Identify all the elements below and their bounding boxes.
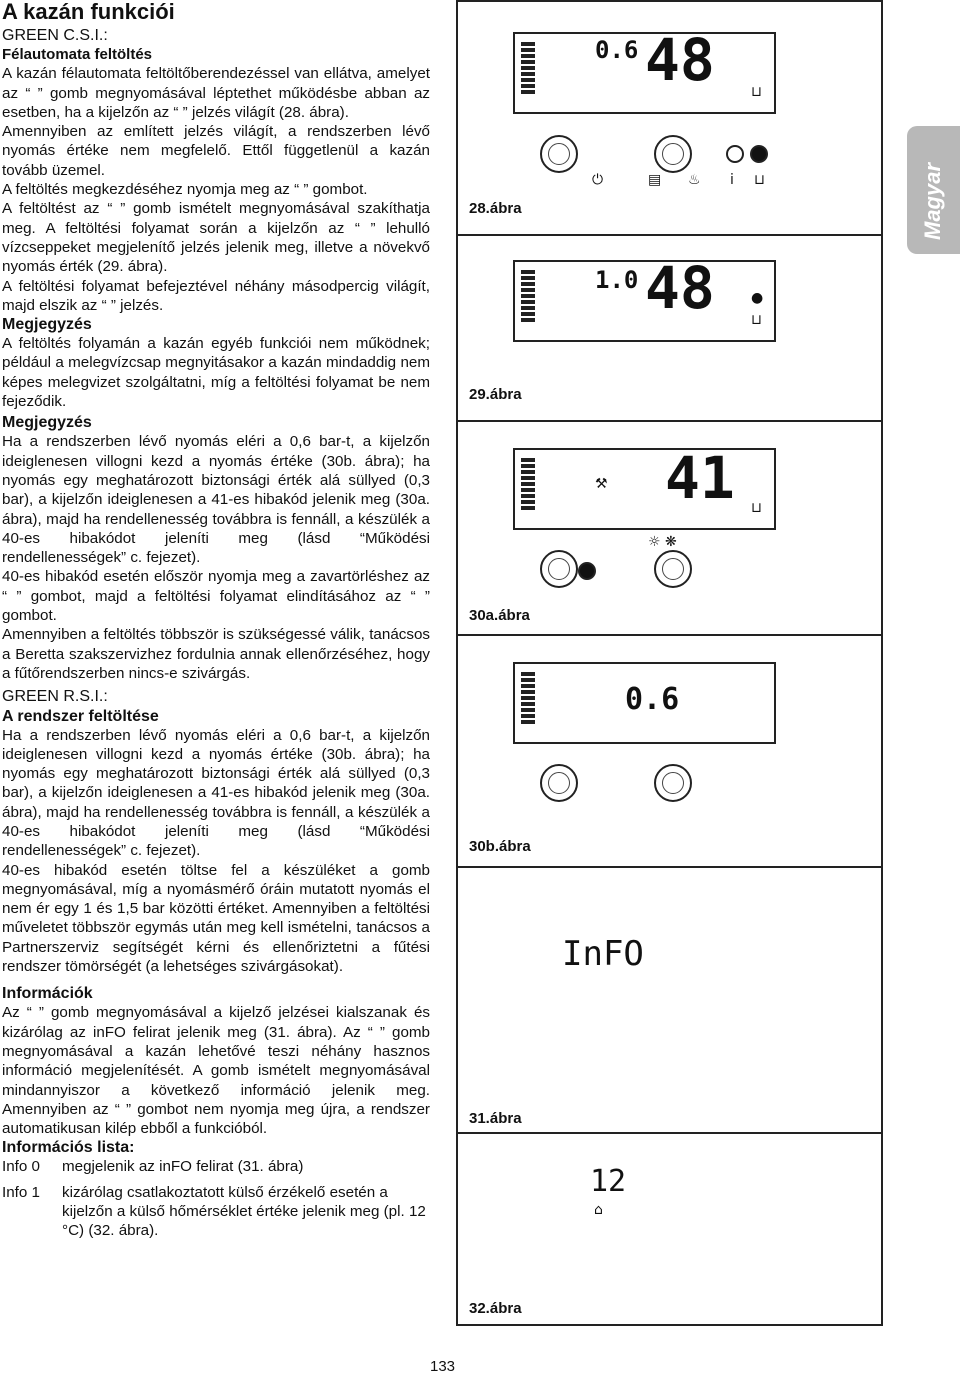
- blinking-pressure-value: 0.6: [625, 682, 680, 717]
- para-1: A kazán félautomata feltöltőberendezéssel van ellátva, amelyet az “ ” gomb megnyomásával léptethet működésbe abban az esetben, ha a kijelzőn az “ ” jelzés világít (28. ábra).: [2, 65, 430, 121]
- knob-right[interactable]: [654, 764, 692, 802]
- note2b-text: 40-es hibakód esetén először nyomja meg a zavartörléshez az “ ” gombot, majd a feltöltési folyamat elindításához az “ ” gombot.: [2, 568, 430, 625]
- figure-28-label: 28.ábra: [469, 200, 522, 217]
- outdoor-sensor-icon: ⌂: [594, 1202, 603, 1218]
- lcd-display: [513, 444, 776, 530]
- hot-water-icon[interactable]: ♨: [688, 172, 701, 188]
- outside-temp-display: 12: [590, 1164, 627, 1199]
- led-off: [726, 145, 744, 163]
- fill-button-icon[interactable]: ⊔: [754, 172, 765, 188]
- info-1-row: [2, 1183, 430, 1241]
- lcd-display: [542, 928, 805, 1010]
- language-tab-label: Magyar: [920, 162, 945, 240]
- info-1-key: Info 1: [2, 1183, 40, 1201]
- pressure-value: 1.0: [595, 266, 639, 294]
- green-rsi-heading: GREEN R.S.I.:: [2, 688, 108, 706]
- knob-left[interactable]: [540, 764, 578, 802]
- knob-left[interactable]: [540, 135, 578, 173]
- wrench-icon: ⚒: [595, 476, 608, 492]
- figure-30b-label: 30b.ábra: [469, 838, 531, 855]
- heating-icon[interactable]: ▤: [648, 172, 662, 188]
- figure-29-label: 29.ábra: [469, 386, 522, 403]
- info-para: Az “ ” gomb megnyomásával a kijelző jelzései kialszanak és kizárólag az inFO felirat jelenik meg (31. ábra). Az “ ” gomb megnyomásával a kazán lehetővé teszi néhány hasznos információ megjelenítését. A gomb ismételt megnyomásával mindannyiszor a következő információ jelenik meg. Amennyiben az “ ” gombot nem nyomja meg újra, a rendszer automatikusan kilép ebből a funkcióból.: [2, 1004, 430, 1138]
- info-0-row: [2, 1157, 430, 1176]
- info-0-key: Info 0: [2, 1158, 40, 1176]
- figure-31-label: 31.ábra: [469, 1110, 522, 1127]
- r-para-2: 40-es hibakód esetén töltse fel a készüléket a gomb megnyomásával, míg a nyomásmérő óráin mutatott nyomás el nem ér egy 1 és 1,5 bar közötti értéket. Amennyiben a feltöltési műveletet többször egymás után meg kell ismételni, tanácsos a Partnerszerviz segítségét kérni és ellenőriztetni a fűtési rendszer tömörségét (a lehetséges szivárgásokat).: [2, 861, 430, 976]
- note2-text: Ha a rendszerben lévő nyomás eléri a 0,6 bar-t, a kijelzőn ideiglenesen villogni kezd a nyomás értéke (30b. ábra); ha nyomás egy meghatározott biztonsági érték alá süllyed (0,3 bar), a kijelzőn ideiglenesen a 41-es hibakód jelenik meg (30a. ábra), majd ha rendellenesség továbbra is fennáll, a készülék a 40-es hibakódot jeleníti meg (lásd “Működési rendellenességek” c. fejezet).: [2, 433, 430, 567]
- figure-32-label: 32.ábra: [469, 1300, 522, 1317]
- info-title: Információk: [2, 985, 93, 1003]
- knob-left[interactable]: [540, 550, 578, 588]
- fill-warning-icon: ⊔: [751, 84, 762, 100]
- water-drop-icon: ●: [751, 290, 764, 306]
- lcd-display: [513, 26, 776, 114]
- figure-30a: [456, 422, 883, 636]
- led-on: [578, 562, 596, 580]
- pressure-bars-icon: [521, 672, 535, 724]
- info-button-icon[interactable]: i: [730, 172, 734, 188]
- mode-icons: ☼ ❋: [648, 534, 677, 550]
- info-1-value: kizárólag csatlakoztatott külső érzékelő esetén a kijelzőn a külső hőmérséklet értéke jelenik meg (pl. 12 °C) (32. ábra).: [62, 1183, 426, 1240]
- pressure-value: 0.6: [595, 36, 639, 64]
- page-number: 133: [430, 1358, 456, 1375]
- figure-30b: [456, 636, 883, 868]
- error-code: 41: [665, 444, 735, 512]
- para-3: A feltöltés megkezdéséhez nyomja meg az “ ” gombot.: [2, 181, 368, 199]
- knob-right[interactable]: [654, 135, 692, 173]
- green-csi-heading: GREEN C.S.I.:: [2, 27, 108, 44]
- figure-31: [456, 868, 883, 1134]
- fill-active-icon: ⊔: [751, 312, 762, 328]
- para-5: A feltöltési folyamat befejeztével néhány másodpercig világít, majd elszik az “ ” jelzés.: [2, 277, 430, 314]
- note2c-text: Amennyiben a feltöltés többször is szükségessé válik, tanácsos a Beretta szakszervizhez fordulnia annak ellenőrzéséhez, hogy a fűtőrendszerben nincs-e szivárgás.: [2, 626, 430, 682]
- page-title: A kazán funkciói: [2, 0, 175, 24]
- para-2: Amennyiben az említett jelzés világít, a rendszerben lévő nyomás értéke nem megfelelő. Ettől függetlenül a kazán tovább üzemel.: [2, 123, 430, 179]
- lcd-display: [513, 254, 776, 342]
- note1-title: Megjegyzés: [2, 316, 92, 334]
- info-0-value: megjelenik az inFO felirat (31. ábra): [62, 1158, 304, 1176]
- language-tab: [907, 126, 960, 254]
- power-icon[interactable]: ⏻: [592, 172, 604, 188]
- pressure-bars-icon: [521, 270, 535, 322]
- note1-text: A feltöltés folyamán a kazán egyéb funkciói nem működnek; például a melegvízcsap megnyitásakor a kazán mindaddig nem képes melegvizet szolgáltatni, míg a feltöltési folyamat be nem fejeződik.: [2, 335, 430, 411]
- lcd-display: [542, 1158, 805, 1240]
- para-4: A feltöltést az “ ” gomb ismételt megnyomásával szakíthatja meg. A feltöltési folyamat során a kijelzőn az “ ” lehulló vízcseppeket megjelenítő jelzés jelenik meg, illetve a növekvő nyomás érték (29. ábra).: [2, 200, 430, 276]
- knob-right[interactable]: [654, 550, 692, 588]
- pressure-bars-icon: [521, 42, 535, 94]
- temperature-value: 48: [645, 26, 715, 94]
- pressure-bars-icon: [521, 458, 535, 510]
- figure-30a-label: 30a.ábra: [469, 607, 530, 624]
- led-on: [750, 145, 768, 163]
- note2-title: Megjegyzés: [2, 414, 92, 432]
- temperature-value: 48: [645, 254, 715, 322]
- fill-warning-icon: ⊔: [751, 500, 762, 516]
- lcd-display: [513, 662, 776, 744]
- figure-32: [456, 1134, 883, 1326]
- semi-auto-title: Félautomata feltöltés: [2, 46, 153, 64]
- r-para-1: Ha a rendszerben lévő nyomás eléri a 0,6 bar-t, a kijelzőn ideiglenesen villogni kezd a nyomás értéke (30b. ábra); ha nyomás egy meghatározott biztonsági érték alá süllyed (0,3 bar), a kijelzőn ideiglenesen a 41-es hibakód jelenik meg (30a. ábra), majd ha rendellenesség továbbra is fennáll, a készülék a 40-es hibakódot jeleníti meg (lásd “Működési rendellenességek” c. fejezet).: [2, 726, 430, 860]
- info-display: InFO: [562, 934, 644, 974]
- info-list-title: Információs lista:: [2, 1139, 135, 1157]
- system-fill-title: A rendszer feltöltése: [2, 707, 159, 725]
